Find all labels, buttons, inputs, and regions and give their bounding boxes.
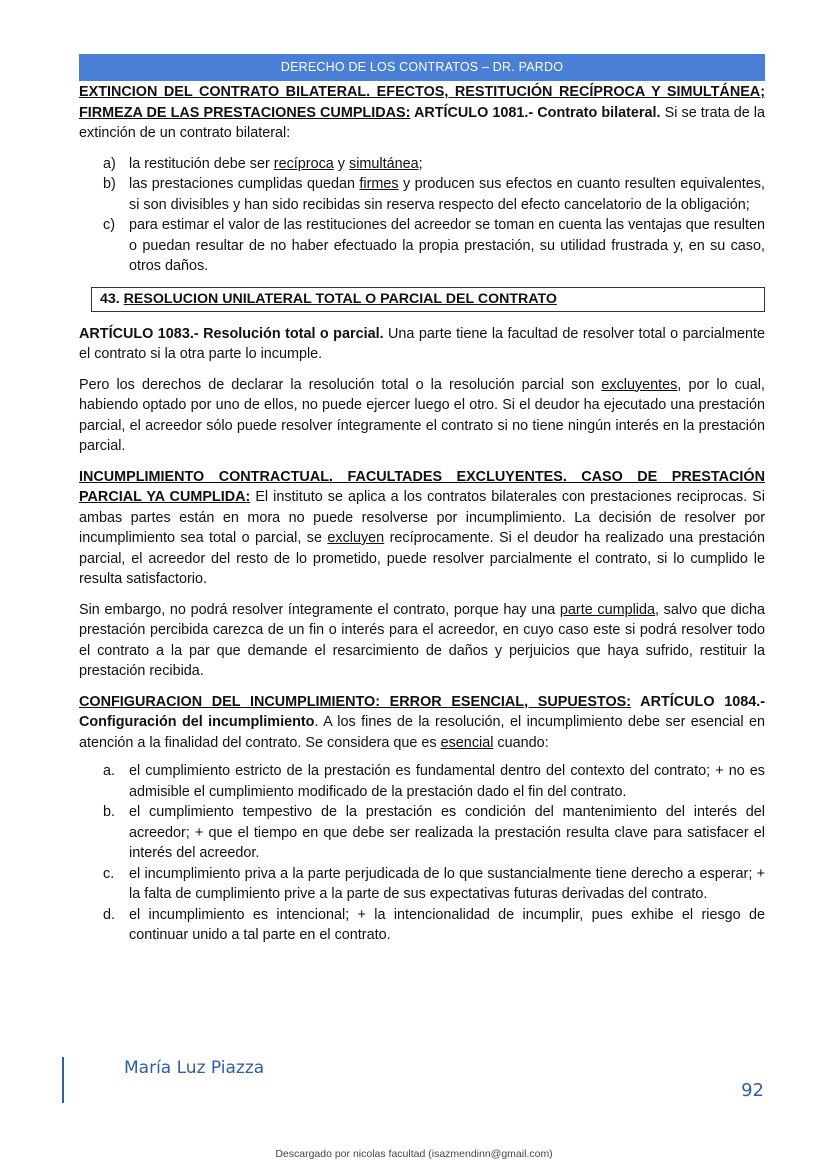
configuracion-list <box>79 761 765 946</box>
underlined-term: excluyentes <box>601 376 678 393</box>
underlined-term: recíproca <box>273 155 334 172</box>
extincion-list <box>79 154 765 277</box>
list-text: y <box>333 155 349 172</box>
list-text: ; <box>418 155 423 172</box>
list-text: el cumplimiento estricto de la prestación es fundamental dentro del contexto del contrato; + no es admisible el cumplimiento modificado de la prestación dado el fin del contrato. <box>129 763 765 800</box>
list-marker: c) <box>103 217 115 233</box>
list-marker: d. <box>103 906 116 923</box>
paragraph-text: El instituto se aplica a los contratos bilaterales con prestaciones reciprocas. Si ambas partes están en mora no puede resolverse por incumplimiento. La decisión de resolver por incumplimiento sea total o parcial, se <box>79 489 765 546</box>
list-marker: b. <box>103 804 116 820</box>
list-text: para estimar el valor de las restituciones del acreedor se toman en cuenta las ventajas que resulten o puedan resultar de no haber efectuado la propia prestación, su utilidad frustrada y, en su caso, otros daños. <box>129 217 765 274</box>
footer-author: María Luz Piazza <box>124 1058 265 1078</box>
section-extincion-intro <box>79 82 765 144</box>
excluyentes-paragraph <box>79 375 765 457</box>
underlined-term: esencial <box>440 734 494 751</box>
list-marker: a. <box>103 763 116 779</box>
section-number: 43. <box>100 290 124 307</box>
list-item <box>79 864 765 905</box>
paragraph-text: Sin embargo, no podrá resolver íntegramente el contrato, porque hay una <box>79 601 560 618</box>
page-number: 92 <box>741 1080 764 1101</box>
extincion-heading: EXTINCION DEL CONTRATO BILATERAL. EFECTOS, RESTITUCIÓN RECÍPROCA Y SIMULTÁNEA; FIRMEZA DE LAS PRESTACIONES CUMPLIDAS: <box>79 84 765 121</box>
article-1084-title: ARTÍCULO 1084.- Configuración del incumplimiento <box>79 693 765 730</box>
underlined-term: firmes <box>359 176 399 192</box>
configuracion-paragraph <box>79 692 765 754</box>
article-1083-paragraph <box>79 324 765 365</box>
underlined-term: excluyen <box>327 530 385 546</box>
list-text: la restitución debe ser <box>129 155 274 172</box>
section-title: RESOLUCION UNILATERAL TOTAL O PARCIAL DEL CONTRATO <box>123 290 557 307</box>
list-text: y producen sus efectos en cuanto resulten equivalentes, si son divisibles y han sido recibidas sin reserva respecto del efecto cancelatorio de la obligación; <box>129 176 765 213</box>
paragraph-text: recíprocamente. Si el deudor ha realizado una prestación parcial, el acreedor del resto de lo prometido, puede resolver parcialmente el contrato, si lo cumplido le resulta satisfactorio. <box>79 530 765 587</box>
list-marker: c. <box>103 865 115 882</box>
list-text: el incumplimiento es intencional; + la intencionalidad de incumplir, pues exhibe el riesgo de continuar unido a tal parte en el contrato. <box>129 906 765 943</box>
list-text: el incumplimiento priva a la parte perjudicada de lo que sustancialmente tiene derecho a esperar; + la falta de cumplimiento prive a la parte de sus expectativas futuras derivadas del contrato. <box>129 865 765 902</box>
list-marker: a) <box>103 155 116 172</box>
paragraph-text: cuando: <box>493 734 549 751</box>
download-notice: Descargado por nicolas facultad (isazmendinn@gmail.com) <box>275 1148 553 1160</box>
document-body <box>79 82 765 956</box>
article-1083-title: ARTÍCULO 1083.- Resolución total o parcial. <box>79 325 384 342</box>
list-item <box>79 215 765 277</box>
configuracion-heading: CONFIGURACION DEL INCUMPLIMIENTO: ERROR ESENCIAL, SUPUESTOS: <box>79 693 632 710</box>
list-item <box>79 802 765 864</box>
paragraph-text: salvo que dicha prestación percibida carezca de un fin o interés para el acreedor, en cuyo caso este si podrá resolver todo el contrato a la par que demande el resarcimiento de daños y perjuicios que haya sufrido, restituir la prestación recibida. <box>79 601 765 679</box>
underlined-term: parte cumplida, <box>559 601 659 618</box>
extincion-body: Si se trata de la extinción de un contrato bilateral: <box>79 104 765 141</box>
footer-accent-bar <box>62 1057 64 1103</box>
incumplimiento-paragraph <box>79 467 765 590</box>
list-item <box>79 905 765 946</box>
article-1081-title: ARTÍCULO 1081.- Contrato bilateral. <box>410 104 661 121</box>
list-item <box>79 761 765 802</box>
page-header: DERECHO DE LOS CONTRATOS – DR. PARDO <box>79 54 765 81</box>
paragraph-text: , por lo cual, habiendo optado por uno de ellos, no puede ejercer luego el otro. Si el deudor ha ejecutado una prestación parcial, el acreedor sólo puede resolver íntegramente el contrato si no tiene ningún interés en la prestación parcial. <box>79 376 765 454</box>
parte-cumplida-paragraph <box>79 600 765 682</box>
list-item <box>79 174 765 215</box>
list-item <box>79 154 765 175</box>
list-text: las prestaciones cumplidas quedan <box>129 176 360 192</box>
paragraph-text: . A los fines de la resolución, el incumplimiento debe ser esencial en atención a la finalidad del contrato. Se considera que es <box>79 714 765 751</box>
list-marker: b) <box>103 176 116 192</box>
paragraph-text: Pero los derechos de declarar la resolución total o la resolución parcial son <box>79 376 602 393</box>
list-text: el cumplimiento tempestivo de la prestación es condición del mantenimiento del interés del acreedor; + que el tiempo en que debe ser realizada la prestación resulta clave para satisfacer el interés del acreedor. <box>129 804 765 861</box>
underlined-term: simultánea <box>349 155 419 172</box>
article-1083-body: Una parte tiene la facultad de resolver total o parcialmente el contrato si la otra parte lo incumple. <box>79 325 765 362</box>
section-43-heading-box <box>91 287 765 312</box>
incumplimiento-heading: INCUMPLIMIENTO CONTRACTUAL. FACULTADES EXCLUYENTES. CASO DE PRESTACIÓN PARCIAL YA CUMPLIDA: <box>79 468 765 505</box>
